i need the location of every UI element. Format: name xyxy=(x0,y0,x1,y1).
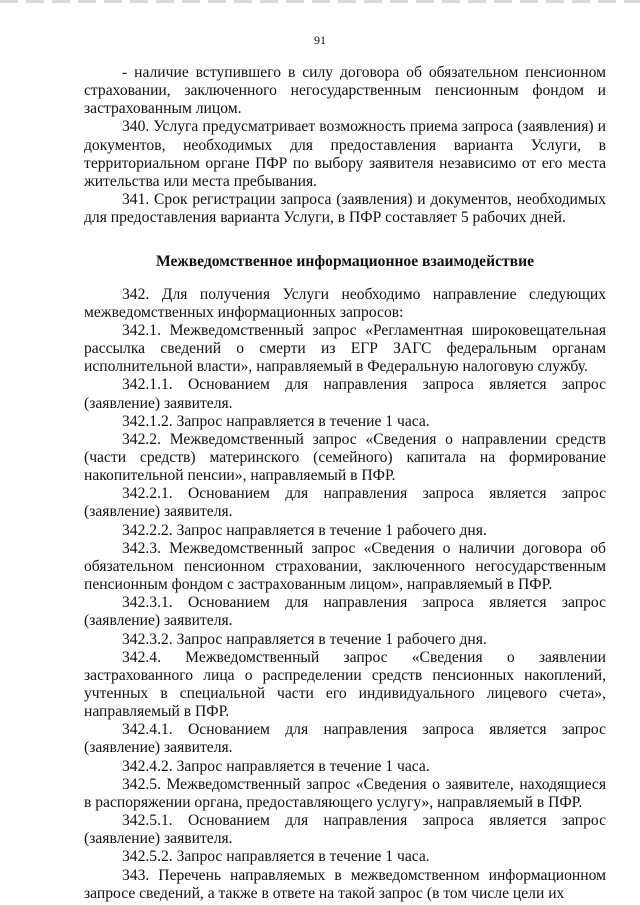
page-number: 91 xyxy=(314,33,326,47)
document-body xyxy=(84,64,606,903)
paragraph-342-3-2: 342.3.2. Запрос направляется в течение 1 рабочего дня. xyxy=(122,630,487,648)
paragraph-contract-condition: - наличие вступившего в силу договора об обязательном пенсионном страховании, заключенного негосударственным пенсионным фондом и застрахованным лицом. xyxy=(84,64,606,118)
paragraph-342-4-2: 342.4.2. Запрос направляется в течение 1 часа. xyxy=(122,757,430,775)
paragraph-342-1-1: 342.1.1. Основанием для направления запроса является запрос (заявление) заявителя. xyxy=(84,376,606,412)
paragraph-342-5: 342.5. Межведомственный запрос «Сведения о заявителе, находящиеся в распоряжении органа, предоставляющего услугу», направляемый в ПФР. xyxy=(84,775,606,811)
paragraph-342-2-2: 342.2.2. Запрос направляется в течение 1 рабочего дня. xyxy=(122,521,487,539)
paragraph-342-3-1: 342.3.1. Основанием для направления запроса является запрос (заявление) заявителя. xyxy=(84,594,606,630)
paragraph-342-2: 342.2. Межведомственный запрос «Сведения о направлении средств (части средств) материнского (семейного) капитала на формирование накопительной пенсии», направляемый в ПФР. xyxy=(84,430,606,485)
paragraph-342-3: 342.3. Межведомственный запрос «Сведения о наличии договора об обязательном пенсионном страховании, заключенного негосударственным пенсионным фондом с застрахованным лицом», направляемый в ПФР. xyxy=(84,539,606,594)
paragraph-342-1: 342.1. Межведомственный запрос «Регламентная широковещательная рассылка сведений о смерти из ЕГР ЗАГС федеральным органам исполнительной власти», направляемый в Федеральную налоговую службу. xyxy=(84,321,606,376)
paragraph-342-4: 342.4. Межведомственный запрос «Сведения о заявлении застрахованного лица о распределении средств пенсионных накоплений, учтенных в специальной части его индивидуального лицевого счета», направляемый в ПФР. xyxy=(84,648,606,721)
paragraph-340: 340. Услуга предусматривает возможность приема запроса (заявления) и документов, необходимых для предоставления варианта Услуги, в территориальном органе ПФР по выбору заявителя независимо от его места жительства или места пребывания. xyxy=(84,118,606,190)
paragraph-342-4-1: 342.4.1. Основанием для направления запроса является запрос (заявление) заявителя. xyxy=(84,721,606,757)
paragraph-342-5-2: 342.5.2. Запрос направляется в течение 1 часа. xyxy=(122,848,430,866)
paragraph-343: 343. Перечень направляемых в межведомственном информационном запросе сведений, а также в ответе на такой запрос (в том числе цели их xyxy=(84,866,606,902)
paragraph-342-1-2: 342.1.2. Запрос направляется в течение 1 часа. xyxy=(122,412,430,430)
paragraph-342-2-1: 342.2.1. Основанием для направления запроса является запрос (заявление) заявителя. xyxy=(84,485,606,521)
scan-edge xyxy=(0,0,640,3)
paragraph-341: 341. Срок регистрации запроса (заявления) и документов, необходимых для предоставления варианта Услуги, в ПФР составляет 5 рабочих дней. xyxy=(84,191,606,227)
section-heading: Межведомственное информационное взаимодействие xyxy=(156,253,534,271)
paragraph-342: 342. Для получения Услуги необходимо направление следующих межведомственных информационных запросов: xyxy=(84,285,606,321)
paragraph-342-5-1: 342.5.1. Основанием для направления запроса является запрос (заявление) заявителя. xyxy=(84,812,606,848)
